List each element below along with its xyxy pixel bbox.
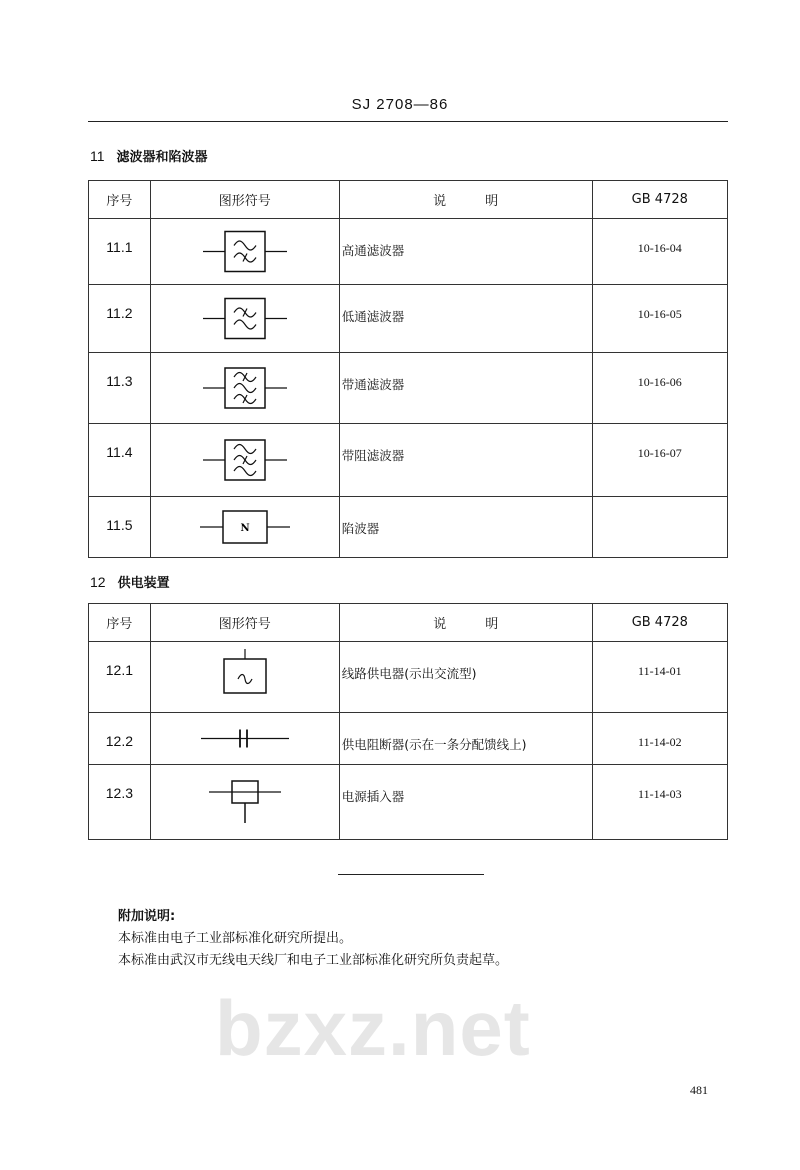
row-description: 供电阻断器(示在一条分配馈线上) — [339, 713, 592, 765]
power-supply-table — [88, 603, 728, 840]
table-header — [89, 181, 728, 219]
row-number: 12.1 — [89, 642, 151, 713]
line-power-supply-symbol-icon — [151, 642, 339, 712]
graphic-symbol — [150, 765, 339, 840]
row-number: 11.4 — [89, 424, 151, 497]
low-pass-filter-symbol-icon — [151, 285, 339, 352]
row-description: 带阻滤波器 — [339, 424, 592, 497]
gb-reference: 11-14-02 — [592, 713, 727, 765]
graphic-symbol — [150, 424, 339, 497]
row-number: 11.3 — [89, 353, 151, 424]
notes-line: 本标准由电子工业部标准化研究所提出。 — [118, 931, 353, 946]
power-blocker-symbol-icon — [151, 713, 339, 764]
column-header: 序号 — [89, 181, 151, 219]
table-header — [89, 604, 728, 642]
section-11-heading — [90, 146, 208, 165]
graphic-symbol — [150, 642, 339, 713]
row-number: 12.3 — [89, 765, 151, 840]
band-pass-filter-symbol-icon — [151, 353, 339, 423]
band-stop-filter-symbol-icon — [151, 424, 339, 496]
row-number: 12.2 — [89, 713, 151, 765]
row-description: 电源插入器 — [339, 765, 592, 840]
table-row — [89, 353, 728, 424]
gb-reference: 10-16-05 — [592, 285, 727, 353]
row-number: 11.5 — [89, 497, 151, 558]
row-description: 高通滤波器 — [339, 219, 592, 285]
section-title: 滤波器和陷波器 — [116, 150, 208, 165]
power-inserter-symbol-icon — [151, 765, 339, 839]
row-description: 低通滤波器 — [339, 285, 592, 353]
column-header: 说 明 — [339, 604, 592, 642]
column-header: 图形符号 — [150, 181, 339, 219]
watermark: bzxz.net — [215, 984, 531, 1072]
header-rule — [88, 121, 728, 122]
table-row — [89, 219, 728, 285]
standard-header: SJ 2708—86 — [351, 96, 449, 113]
filter-table — [88, 180, 728, 558]
column-header: GB 4728 — [592, 604, 727, 642]
table-row — [89, 285, 728, 353]
graphic-symbol — [150, 497, 339, 558]
section-number: 11 — [90, 148, 105, 164]
notch-filter-symbol-icon — [151, 497, 339, 557]
svg-text:N: N — [240, 523, 250, 534]
graphic-symbol — [150, 353, 339, 424]
page-number: 481 — [690, 1083, 708, 1097]
gb-reference: 10-16-06 — [592, 353, 727, 424]
graphic-symbol — [150, 285, 339, 353]
gb-reference: 11-14-01 — [592, 642, 727, 713]
section-number: 12 — [90, 574, 106, 590]
row-number: 11.2 — [89, 285, 151, 353]
additional-notes — [118, 906, 508, 972]
column-header: 说 明 — [339, 181, 592, 219]
gb-reference: 11-14-03 — [592, 765, 727, 840]
notes-line: 本标准由武汉市无线电天线厂和电子工业部标准化研究所负责起草。 — [118, 953, 509, 968]
notes-title: 附加说明: — [118, 909, 176, 924]
row-description: 陷波器 — [339, 497, 592, 558]
table-row — [89, 642, 728, 713]
gb-reference: 10-16-04 — [592, 219, 727, 285]
table-row — [89, 497, 728, 558]
section-title: 供电装置 — [117, 576, 170, 591]
gb-reference — [592, 497, 727, 558]
graphic-symbol — [150, 219, 339, 285]
gb-reference: 10-16-07 — [592, 424, 727, 497]
row-description: 线路供电器(示出交流型) — [339, 642, 592, 713]
end-rule — [338, 874, 484, 875]
table-row — [89, 424, 728, 497]
section-12-heading — [90, 572, 170, 591]
table-row — [89, 713, 728, 765]
row-number: 11.1 — [89, 219, 151, 285]
column-header: GB 4728 — [592, 181, 727, 219]
column-header: 图形符号 — [150, 604, 339, 642]
high-pass-filter-symbol-icon — [151, 219, 339, 284]
table-row — [89, 765, 728, 840]
column-header: 序号 — [89, 604, 151, 642]
graphic-symbol — [150, 713, 339, 765]
row-description: 带通滤波器 — [339, 353, 592, 424]
